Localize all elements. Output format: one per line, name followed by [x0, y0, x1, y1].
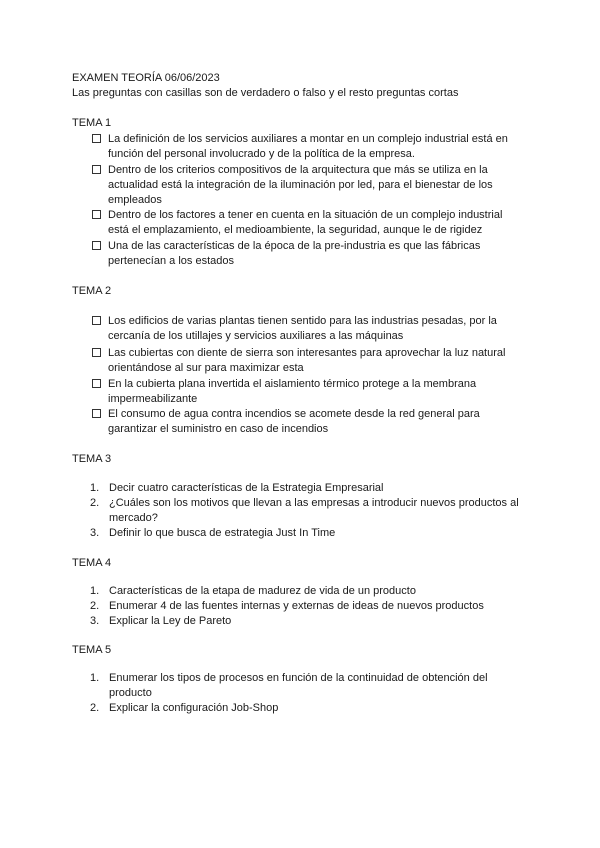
true-false-question: [92, 346, 522, 376]
short-question: [90, 599, 530, 614]
question-text: Enumerar los tipos de procesos en función de la continuidad de obtención del producto: [109, 672, 488, 699]
true-false-question: [92, 208, 522, 238]
short-question: [90, 526, 530, 541]
question-text: Las cubiertas con diente de sierra son interesantes para aprovechar la luz natural orientándose al sur para maximizar esta: [108, 347, 506, 374]
question-text: Una de las características de la época de la pre-industria es que las fábricas pertenecían a los estados: [108, 240, 481, 267]
section-title-tema-1: TEMA 1: [72, 117, 112, 129]
short-question: [90, 481, 530, 496]
question-text: Dentro de los factores a tener en cuenta en la situación de un complejo industrial está el emplazamiento, el medioambiente, la seguridad, aunque le de rigidez: [108, 209, 503, 236]
checkbox[interactable]: [92, 409, 101, 418]
exam-header: [72, 71, 458, 101]
question-text: Enumerar 4 de las fuentes internas y externas de ideas de nuevos productos: [109, 600, 484, 612]
question-text: Los edificios de varias plantas tienen sentido para las industrias pesadas, por la cercanía de los utillajes y servicios auxiliares a las máquinas: [108, 315, 497, 342]
checkbox[interactable]: [92, 348, 101, 357]
short-question: [90, 584, 530, 599]
question-text: En la cubierta plana invertida el aislamiento térmico protege a la membrana impermeabilizante: [108, 378, 477, 405]
question-number: 3.: [90, 615, 100, 627]
true-false-question: [92, 132, 522, 162]
question-number: 1.: [90, 672, 100, 684]
short-question: [90, 671, 530, 701]
question-text: La definición de los servicios auxiliares a montar en un complejo industrial está en función del personal involucrado y de la política de la empresa.: [108, 133, 508, 160]
checkbox[interactable]: [92, 134, 101, 143]
section-title-tema-2: TEMA 2: [72, 285, 112, 297]
checkbox[interactable]: [92, 379, 101, 388]
true-false-question: [92, 407, 522, 437]
checkbox[interactable]: [92, 316, 101, 325]
question-number: 3.: [90, 527, 100, 539]
question-text: Explicar la Ley de Pareto: [109, 615, 232, 627]
question-text: ¿Cuáles son los motivos que llevan a las empresas a introducir nuevos productos al mercado?: [109, 497, 519, 524]
true-false-question: [92, 314, 522, 344]
short-question: [90, 496, 530, 526]
question-text: El consumo de agua contra incendios se acomete desde la red general para garantizar el suministro en caso de incendios: [108, 408, 480, 435]
question-number: 1.: [90, 482, 100, 494]
section-title-tema-3: TEMA 3: [72, 453, 112, 465]
question-text: Decir cuatro características de la Estrategia Empresarial: [109, 482, 384, 494]
true-false-question: [92, 239, 522, 269]
exam-instructions: Las preguntas con casillas son de verdadero o falso y el resto preguntas cortas: [72, 87, 459, 99]
true-false-question: [92, 377, 522, 407]
checkbox[interactable]: [92, 241, 101, 250]
checkbox[interactable]: [92, 210, 101, 219]
true-false-question: [92, 163, 522, 208]
question-number: 2.: [90, 702, 100, 714]
section-title-tema-4: TEMA 4: [72, 557, 112, 569]
exam-title: EXAMEN TEORÍA 06/06/2023: [72, 72, 220, 84]
short-question: [90, 614, 530, 629]
question-number: 1.: [90, 585, 100, 597]
question-number: 2.: [90, 497, 100, 509]
question-text: Explicar la configuración Job-Shop: [109, 702, 279, 714]
question-text: Dentro de los criterios compositivos de la arquitectura que más se utiliza en la actualidad está la integración de la iluminación por led, para el bienestar de los empleados: [108, 164, 493, 206]
short-question: [90, 701, 530, 716]
question-text: Definir lo que busca de estrategia Just In Time: [109, 527, 336, 539]
question-number: 2.: [90, 600, 100, 612]
checkbox[interactable]: [92, 165, 101, 174]
section-title-tema-5: TEMA 5: [72, 644, 112, 656]
question-text: Características de la etapa de madurez de vida de un producto: [109, 585, 416, 597]
